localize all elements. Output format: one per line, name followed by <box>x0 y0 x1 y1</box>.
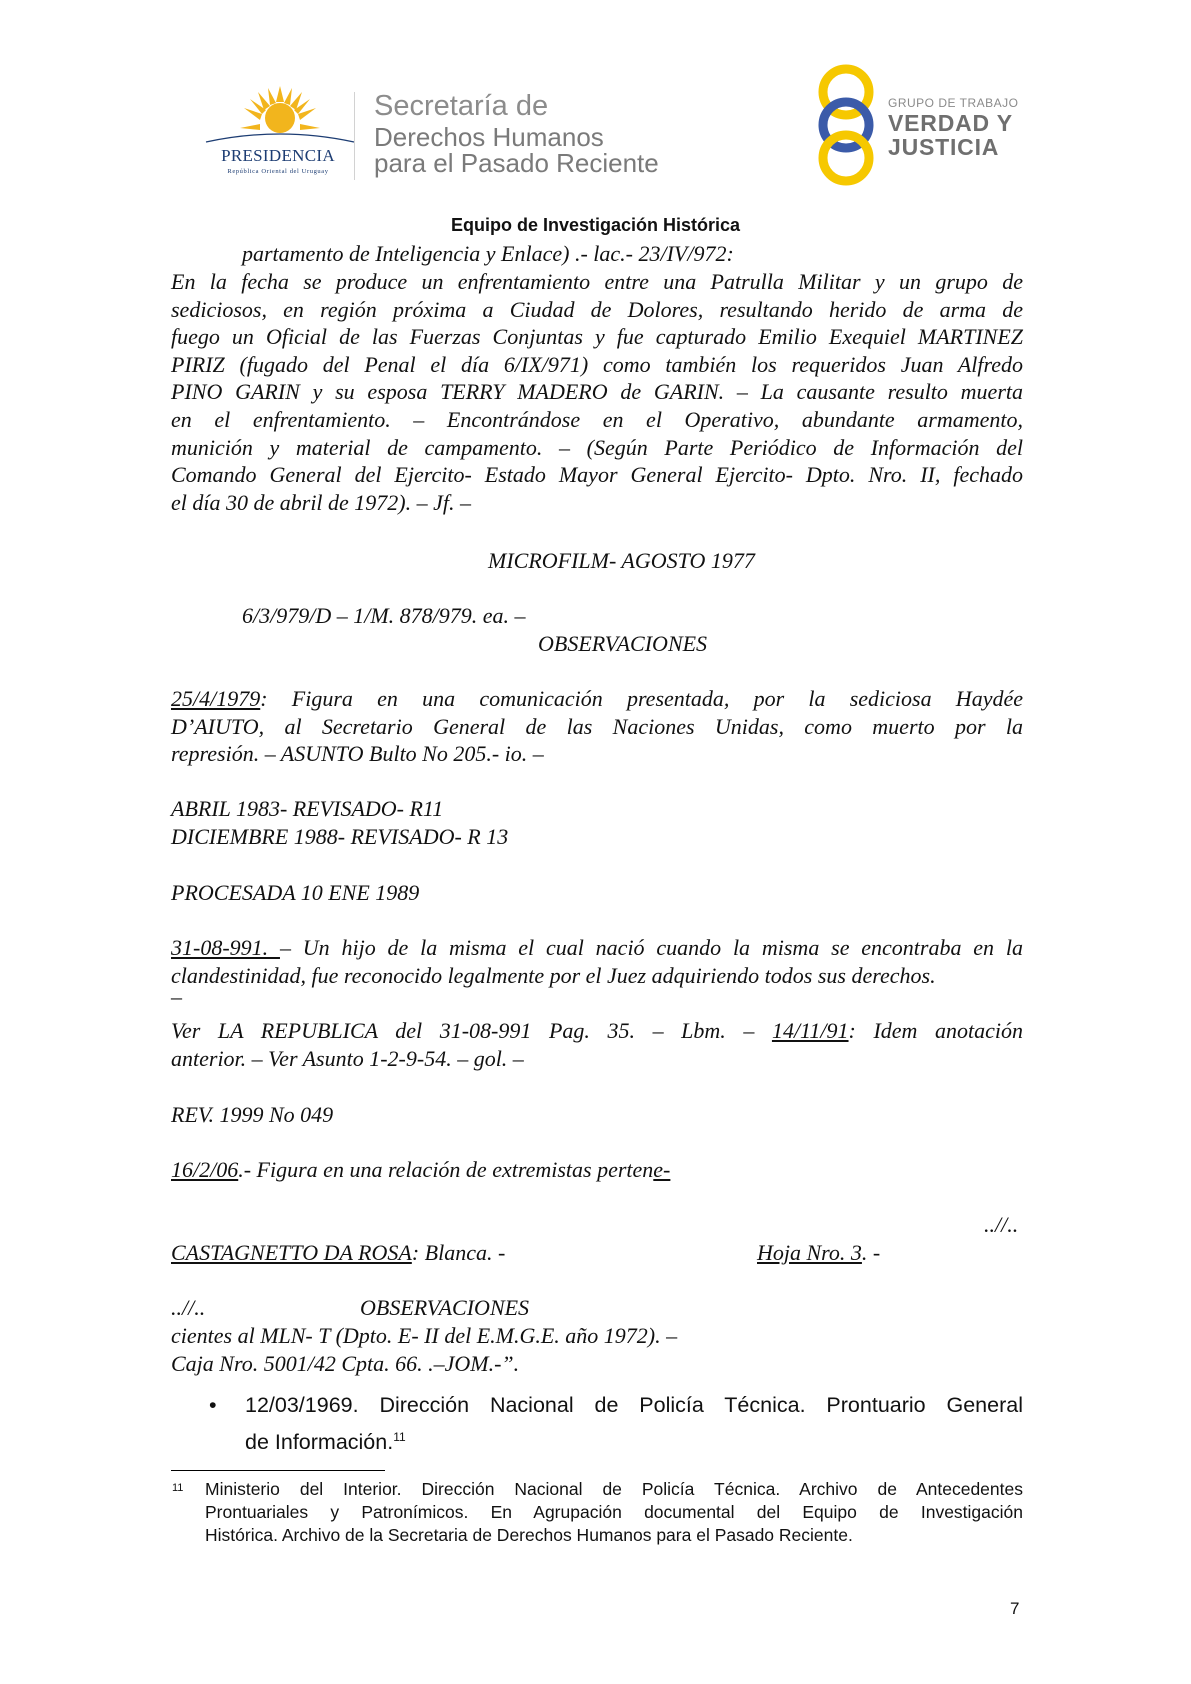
paragraph-2-line <box>171 685 1023 713</box>
paragraph-1-last-line: el día 30 de abril de 1972). – Jf. – <box>171 489 472 515</box>
source-list-item <box>209 1389 1023 1453</box>
presidencia-logo <box>198 82 358 182</box>
paragraph-3-line <box>171 934 1023 962</box>
footnote-separator <box>171 1470 385 1471</box>
paragraph-1-line: sediciosos, en región próxima a Ciudad de Dolores, resultando herido de arma de <box>171 296 1023 322</box>
observaciones-heading-2: OBSERVACIONES <box>360 1295 530 1320</box>
paragraph-1-first-line: partamento de Inteligencia y Enlace) .- lac.- 23/IV/972: <box>242 241 734 266</box>
paragraph-4-date: 14/11/91 <box>771 1018 849 1043</box>
paragraph-1 <box>171 268 1023 516</box>
paragraph-5-hyphen-end: e- <box>653 1157 671 1182</box>
gtvj-logo-line-3: JUSTICIA <box>888 134 1000 160</box>
linked-rings-icon <box>810 62 890 188</box>
footnote-text <box>205 1478 1023 1547</box>
paragraph-6-line-1: cientes al MLN- T (Dpto. E- II del E.M.G.E. año 1972). – <box>171 1323 678 1348</box>
continued-marker: ..//.. <box>171 1295 206 1320</box>
hoja-suffix: . - <box>861 1240 881 1265</box>
secretaria-line-3: para el Pasado Reciente <box>374 148 659 178</box>
procesada-line: PROCESADA 10 ENE 1989 <box>171 880 420 905</box>
paragraph-5 <box>171 1156 670 1184</box>
footnote-line: Ministerio del Interior. Dirección Nacional de Policía Técnica. Archivo de Antecedentes <box>205 1479 1023 1499</box>
source-list-item-line-1: 12/03/1969. Dirección Nacional de Policía Técnica. Prontuario General <box>245 1393 1023 1417</box>
paragraph-3-line: clandestinidad, fue reconocido legalmente por el Juez adquiriendo todos sus derechos. <box>171 962 936 988</box>
secretaria-line-1: Secretaría de <box>374 90 549 122</box>
subject-line <box>171 1239 505 1267</box>
paragraph-4-line-1-start: Ver LA REPUBLICA del 31-08-991 Pag. 35. – Lbm. – <box>171 1018 772 1043</box>
source-list-item-line-2-text: de Información. <box>245 1430 394 1455</box>
sun-emblem-icon <box>198 82 358 152</box>
paragraph-2-line-1-text: : Figura en una comunicación presentada, por la sediciosa Haydée <box>260 686 1023 711</box>
paragraph-4 <box>171 1017 1023 1072</box>
paragraph-1-line: munición y material de campamento. – (Según Parte Periódico de Información del <box>171 434 1023 460</box>
paragraph-1-line: PINO GARIN y su esposa TERRY MADERO de GARIN. – La causante resulto muerta <box>171 379 1023 405</box>
paragraph-1-line: en el enfrentamiento. – Encontrándose en el Operativo, abundante armamento, <box>171 406 1023 432</box>
page-number: 7 <box>1010 1599 1020 1618</box>
paragraph-6-line-2: Caja Nro. 5001/42 Cpta. 66. .–JOM.-”. <box>171 1351 520 1376</box>
paragraph-1-line: En la fecha se produce un enfrentamiento entre una Patrulla Militar y un grupo de <box>171 269 1023 294</box>
section-heading: Equipo de Investigación Histórica <box>450 215 741 235</box>
bullet-icon: • <box>209 1393 217 1417</box>
paragraph-1-line: fuego un Oficial de las Fuerzas Conjuntas y fue capturado Emilio Exequiel MARTINEZ <box>171 324 1023 350</box>
paragraph-3-date: 31-08-991. <box>171 935 280 960</box>
footnote-reference[interactable]: 11 <box>393 1430 406 1444</box>
paragraph-3 <box>171 934 1023 1010</box>
secretaria-line-2: Derechos Humanos <box>374 122 604 152</box>
revision-1988: DICIEMBRE 1988- REVISADO- R 13 <box>171 824 509 849</box>
paragraph-2-line: represión. – ASUNTO Bulto No 205.- io. – <box>171 741 544 767</box>
footnote-line: Prontuariales y Patronímicos. En Agrupación documental del Equipo de Investigación <box>205 1502 1023 1522</box>
hoja-number <box>757 1239 880 1267</box>
presidencia-logo-text: PRESIDENCIA <box>221 146 335 165</box>
microfilm-heading: MICROFILM- AGOSTO 1977 <box>488 548 755 573</box>
gtvj-logo-small-text: GRUPO DE TRABAJO <box>888 96 1019 110</box>
observaciones-heading: OBSERVACIONES <box>538 631 708 656</box>
paragraph-5-date: 16/2/06 <box>171 1157 239 1182</box>
presidencia-logo-subtitle: República Oriental del Uruguay <box>227 168 329 175</box>
verdad-justicia-logo <box>810 62 1036 188</box>
paragraph-3-dash: – <box>171 984 182 1010</box>
revision-1999: REV. 1999 No 049 <box>171 1102 334 1127</box>
source-list-item-line-2 <box>245 1421 1023 1458</box>
paragraph-3-line-1-text: – Un hijo de la misma el cual nació cuando la misma se encontraba en la <box>279 935 1023 960</box>
paragraph-2-date: 25/4/1979 <box>171 686 261 711</box>
reference-line: 6/3/979/D – 1/M. 878/979. ea. – <box>242 603 526 628</box>
gtvj-logo-line-2: VERDAD Y <box>888 110 1013 136</box>
revision-1983: ABRIL 1983- REVISADO- R11 <box>171 796 444 821</box>
paragraph-2-line: D’AIUTO, al Secretario General de las Naciones Unidas, como muerto por la <box>171 713 1023 739</box>
footnote-number: 11 <box>172 1482 184 1494</box>
paragraph-1-line: PIRIZ (fugado del Penal el día 6/IX/971) como también los requeridos Juan Alfredo <box>171 351 1023 377</box>
subject-given-name: : Blanca. - <box>411 1240 506 1265</box>
paragraph-4-line <box>171 1017 1023 1045</box>
continues-marker: ..//.. <box>984 1212 1019 1237</box>
paragraph-1-line: Comando General del Ejercito- Estado Mayor General Ejercito- Dpto. Nro. II, fechado <box>171 462 1023 488</box>
paragraph-2 <box>171 685 1023 768</box>
subject-surname: CASTAGNETTO DA ROSA <box>171 1240 412 1265</box>
source-list-item-text <box>245 1389 1023 1458</box>
paragraph-4-line-1-end: : Idem anotación <box>848 1018 1023 1043</box>
paragraph-5-text: .- Figura en una relación de extremistas perten <box>238 1157 654 1182</box>
header-divider <box>354 92 355 180</box>
paragraph-4-line: anterior. – Ver Asunto 1-2-9-54. – gol. – <box>171 1045 524 1071</box>
hoja-label: Hoja Nro. 3 <box>757 1240 862 1265</box>
footnote-line: Histórica. Archivo de la Secretaria de Derechos Humanos para el Pasado Reciente. <box>205 1525 853 1545</box>
